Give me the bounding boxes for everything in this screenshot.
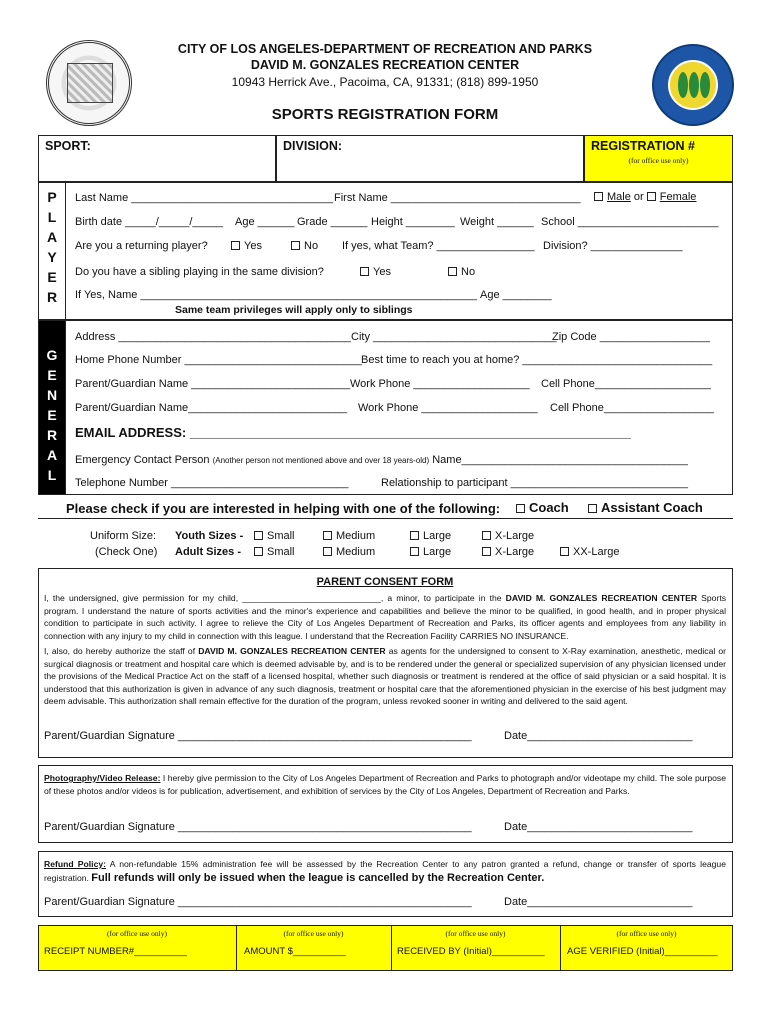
photo-release-text: Photography/Video Release: I hereby give permission to the City of Los Angeles Department of Recreation and Parks to photograph and/or videotape my child. The sole purpose of these photos and/or videos is for publication, advertisement, and exhibition of services by the City of Los Angeles, Department of Recreation and Parks. bbox=[44, 773, 726, 796]
youth-xlarge[interactable]: X-Large bbox=[482, 530, 534, 542]
returning-yes-checkbox[interactable] bbox=[231, 241, 240, 250]
adult-xlarge[interactable]: X-Large bbox=[482, 546, 534, 558]
school-field[interactable]: School _______________________ bbox=[541, 216, 719, 228]
form-title: SPORTS REGISTRATION FORM bbox=[271, 106, 499, 123]
gender-group: Male or Female bbox=[594, 191, 696, 203]
division-field[interactable] bbox=[276, 135, 584, 182]
best-time-field[interactable]: Best time to reach you at home? _______________________________ bbox=[361, 354, 713, 366]
female-label: Female bbox=[659, 191, 697, 203]
sibling-yes[interactable]: Yes bbox=[360, 266, 391, 278]
office-use-note: (for office use only) bbox=[628, 156, 689, 165]
divider bbox=[38, 518, 733, 519]
male-label: Male bbox=[607, 191, 631, 203]
returning-yes[interactable]: Yes bbox=[231, 240, 262, 252]
sibling-privileges-note: Same team privileges will apply only to siblings bbox=[175, 304, 413, 316]
parent1-work-phone-field[interactable]: Work Phone ___________________ bbox=[350, 378, 530, 390]
adult-medium[interactable]: Medium bbox=[323, 546, 375, 558]
receipt-number-field[interactable]: RECEIPT NUMBER#__________ bbox=[44, 946, 187, 957]
adult-large[interactable]: Large bbox=[410, 546, 451, 558]
assistant-coach-option[interactable]: Assistant Coach bbox=[588, 500, 703, 515]
relationship-field[interactable]: Relationship to participant _____________________________ bbox=[381, 477, 689, 489]
coach-option[interactable]: Coach bbox=[516, 500, 569, 515]
received-by-field[interactable]: RECEIVED BY (Initial)__________ bbox=[397, 946, 545, 957]
emergency-note: (Another person not mentioned above and over 18 years-old) bbox=[212, 456, 430, 465]
adult-sizes-label: Adult Sizes - bbox=[175, 546, 242, 558]
header-center: DAVID M. GONZALES RECREATION CENTER bbox=[250, 58, 520, 72]
parent2-name-field[interactable]: Parent/Guardian Name__________________________ bbox=[75, 402, 348, 414]
returning-no[interactable]: No bbox=[291, 240, 318, 252]
youth-small[interactable]: Small bbox=[254, 530, 295, 542]
consent-signature-field[interactable]: Parent/Guardian Signature ________________________________________________ bbox=[44, 730, 472, 742]
first-name-field[interactable]: First Name _______________________________ bbox=[334, 192, 581, 204]
age-verified-field[interactable]: AGE VERIFIED (Initial)__________ bbox=[567, 946, 718, 957]
uniform-size-label: Uniform Size: bbox=[90, 530, 157, 542]
consent-title: PARENT CONSENT FORM bbox=[316, 576, 454, 588]
team-field[interactable]: If yes, what Team? ________________ bbox=[342, 240, 535, 252]
height-field[interactable]: Height ________ bbox=[371, 216, 455, 228]
sport-field[interactable] bbox=[38, 135, 276, 182]
sibling-question: Do you have a sibling playing in the same division? bbox=[75, 266, 324, 278]
header-address: 10943 Herrick Ave., Pacoima, CA, 91331; (818) 899-1950 bbox=[231, 75, 539, 89]
consent-paragraph-1: I, the undersigned, give permission for my child, _____________________________, a minor, to participate in the DAVID M. GONZALES RECREATION CENTER Sports program. I understand the nature of sports activities and the minor's experience and capabilities and believe the minor to be qualified, in good health, and in proper physical condition to participate in such activity. I agree to relieve the City of Los Angeles Department of Recreation and Parks, its officer agents and employees from any liability in connection with any injury to my child in connection with this league. I understand that the Recreation Facility CARRIES NO INSURANCE. bbox=[44, 593, 727, 641]
male-checkbox[interactable] bbox=[594, 192, 603, 201]
zip-field[interactable]: Zip Code __________________ bbox=[552, 331, 710, 343]
consent-date-field[interactable]: Date___________________________ bbox=[504, 730, 693, 742]
coach-checkbox[interactable] bbox=[516, 504, 525, 513]
returning-question: Are you a returning player? bbox=[75, 240, 208, 252]
weight-field[interactable]: Weight ______ bbox=[460, 216, 534, 228]
sport-label: SPORT: bbox=[45, 139, 91, 153]
parent1-name-field[interactable]: Parent/Guardian Name __________________________ bbox=[75, 378, 351, 390]
age-field[interactable]: Age ______ bbox=[235, 216, 295, 228]
youth-sizes-label: Youth Sizes - bbox=[175, 530, 244, 542]
emergency-contact-field[interactable]: Emergency Contact Person (Another person not mentioned above and over 18 years-old) Name_____________________________________ bbox=[75, 454, 688, 466]
birth-date-field[interactable]: Birth date _____/_____/_____ bbox=[75, 216, 224, 228]
email-field[interactable]: EMAIL ADDRESS: _____________________________________________________________ bbox=[75, 425, 631, 440]
header-department: CITY OF LOS ANGELES-DEPARTMENT OF RECREATION AND PARKS bbox=[177, 42, 593, 56]
female-checkbox[interactable] bbox=[647, 192, 656, 201]
refund-signature-field[interactable]: Parent/Guardian Signature ________________________________________________ bbox=[44, 896, 472, 908]
registration-label: REGISTRATION # bbox=[591, 139, 695, 153]
returning-no-checkbox[interactable] bbox=[291, 241, 300, 250]
division-label: DIVISION: bbox=[283, 139, 343, 153]
sibling-no-checkbox[interactable] bbox=[448, 267, 457, 276]
grade-field[interactable]: Grade ______ bbox=[297, 216, 368, 228]
home-phone-field[interactable]: Home Phone Number _____________________________ bbox=[75, 354, 362, 366]
refund-text: Refund Policy: A non-refundable 15% administration fee will be assessed by the Recreation Center to any patron granted a refund, change or transfer of sports league registration. Full refunds will only be issued when the league is cancelled by the Recreation Center. bbox=[44, 859, 726, 884]
adult-small[interactable]: Small bbox=[254, 546, 295, 558]
sibling-age-field[interactable]: Age ________ bbox=[480, 289, 552, 301]
assistant-coach-checkbox[interactable] bbox=[588, 504, 597, 513]
parent2-work-phone-field[interactable]: Work Phone ___________________ bbox=[358, 402, 538, 414]
last-name-field[interactable]: Last Name _________________________________ bbox=[75, 192, 334, 204]
adult-xxlarge[interactable]: XX-Large bbox=[560, 546, 619, 558]
help-question: Please check if you are interested in helping with one of the following: bbox=[66, 501, 501, 516]
general-side-label: G E N E R A L bbox=[38, 320, 66, 495]
photo-date-field[interactable]: Date___________________________ bbox=[504, 821, 693, 833]
city-field[interactable]: City ______________________________ bbox=[351, 331, 557, 343]
division-blank-field[interactable]: Division? _______________ bbox=[543, 240, 683, 252]
photo-signature-field[interactable]: Parent/Guardian Signature ________________________________________________ bbox=[44, 821, 472, 833]
consent-paragraph-2: I, also, do hereby authorize the staff of DAVID M. GONZALES RECREATION CENTER as agents for the undersigned to consent to X-Ray examination, anesthetic, medical or surgical diagnosis or treatment and hospital care which is deemed advisable by, and is to be rendered under the general or specialized supervision of any physician licensed under the provisions of the Medical Practice Act on the staff of a licensed hospital, whether such diagnosis or treatment is rendered at the office of said physician or a said hospital. It is understood that this authorization is given in advance of any such diagnosis, treatment or hospital care that the aforementioned physician in the exercise of his best judgment may deem advisable. This authorization shall remain effective for the duration of the program, unless revoked sooner in writing and delivered to the said agent. bbox=[44, 646, 727, 707]
sibling-name-field[interactable]: If Yes, Name _______________________________________________________ bbox=[75, 289, 477, 301]
refund-date-field[interactable]: Date___________________________ bbox=[504, 896, 693, 908]
youth-medium[interactable]: Medium bbox=[323, 530, 375, 542]
youth-large[interactable]: Large bbox=[410, 530, 451, 542]
parent1-cell-phone-field[interactable]: Cell Phone___________________ bbox=[541, 378, 712, 390]
telephone-field[interactable]: Telephone Number _____________________________ bbox=[75, 477, 349, 489]
sibling-yes-checkbox[interactable] bbox=[360, 267, 369, 276]
sibling-no[interactable]: No bbox=[448, 266, 475, 278]
uniform-check-label: (Check One) bbox=[95, 546, 158, 558]
amount-field[interactable]: AMOUNT $__________ bbox=[244, 946, 346, 957]
registration-box bbox=[584, 135, 733, 182]
address-field[interactable]: Address ______________________________________ bbox=[75, 331, 351, 343]
player-side-label: P L A Y E R bbox=[38, 182, 66, 320]
parent2-cell-phone-field[interactable]: Cell Phone__________________ bbox=[550, 402, 714, 414]
